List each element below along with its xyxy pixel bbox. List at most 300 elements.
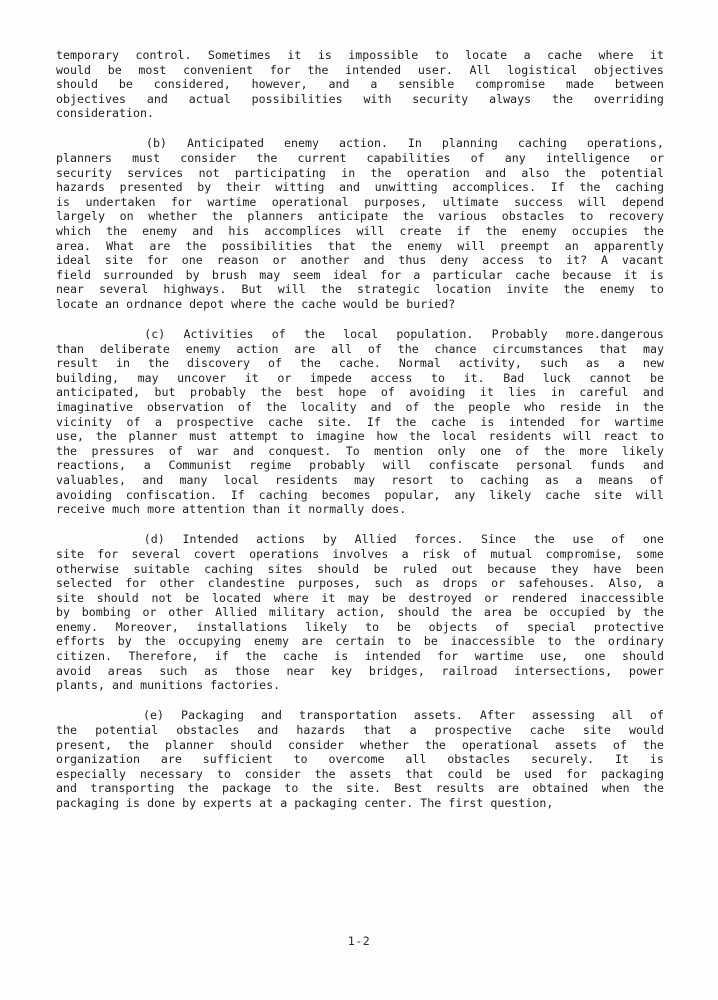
word: the xyxy=(485,224,507,239)
word: to xyxy=(397,634,412,649)
word: is xyxy=(56,194,71,209)
word: assets. xyxy=(413,708,463,723)
word: it? xyxy=(566,253,588,268)
text-line xyxy=(56,781,664,796)
word: building, xyxy=(56,370,120,385)
word: for xyxy=(170,194,192,209)
word: of xyxy=(405,400,420,415)
text-line xyxy=(56,723,664,738)
word: drops xyxy=(442,576,478,591)
text-line xyxy=(56,649,664,664)
word: munitions xyxy=(140,678,204,693)
word: question, xyxy=(490,795,554,810)
word: What xyxy=(106,238,135,253)
word: local xyxy=(441,429,477,444)
word: such xyxy=(159,663,188,678)
word: one xyxy=(480,443,502,458)
word: If xyxy=(550,180,565,195)
text-line xyxy=(56,400,664,415)
word: intended xyxy=(345,62,402,77)
word: probably xyxy=(309,458,366,473)
word: undertaken xyxy=(85,194,156,209)
word: area xyxy=(483,605,512,620)
word: efforts xyxy=(56,634,106,649)
word: results xyxy=(435,781,485,796)
word: and xyxy=(363,253,385,268)
word: of xyxy=(267,356,282,371)
word: is xyxy=(126,795,141,810)
word: bridges, xyxy=(368,663,425,678)
word: be xyxy=(381,590,396,605)
word: ideal xyxy=(56,253,92,268)
word: that xyxy=(599,341,628,356)
word: Sometimes xyxy=(207,48,271,62)
word: for xyxy=(579,414,601,429)
text-line xyxy=(56,796,664,811)
word: enemy xyxy=(599,282,635,297)
word: for xyxy=(380,267,402,282)
word: of xyxy=(495,619,510,634)
word: services xyxy=(127,165,184,180)
word: it xyxy=(479,385,494,400)
word: made xyxy=(566,77,595,92)
word: anticipate xyxy=(317,209,388,224)
word: caching xyxy=(479,473,529,488)
text-line xyxy=(56,356,664,371)
word: are xyxy=(160,752,182,767)
word: would xyxy=(628,722,664,737)
word: most xyxy=(138,62,167,77)
word: the xyxy=(642,737,664,752)
word: confiscate xyxy=(428,458,499,473)
word: is xyxy=(649,267,664,282)
word: have xyxy=(593,561,622,576)
paragraph xyxy=(56,532,664,693)
word: consider xyxy=(287,737,344,752)
word: all xyxy=(331,341,353,356)
word: or xyxy=(277,370,292,385)
word: enemy xyxy=(185,341,221,356)
word: area. xyxy=(56,238,92,253)
word: operation xyxy=(406,165,470,180)
word: be xyxy=(185,590,200,605)
word: Best xyxy=(394,781,423,796)
word: obstacles xyxy=(447,752,511,767)
word: and xyxy=(232,443,254,458)
word: by xyxy=(322,532,337,547)
word: (c) xyxy=(144,327,166,342)
word: at xyxy=(259,795,274,810)
word: the xyxy=(552,91,574,106)
word: any xyxy=(454,487,476,502)
word: intersections, xyxy=(514,663,613,678)
word: be xyxy=(496,766,511,781)
word: potential xyxy=(600,165,664,180)
word: is xyxy=(649,752,664,767)
word: circumstances xyxy=(492,341,584,356)
word: create xyxy=(399,224,442,239)
word: suitable xyxy=(133,561,190,576)
word: near xyxy=(56,282,85,297)
word: the xyxy=(424,737,446,752)
word: factories. xyxy=(210,678,281,693)
text-line xyxy=(56,166,664,181)
word: a xyxy=(409,722,417,737)
word: a xyxy=(575,473,583,488)
word: military xyxy=(268,605,325,620)
word: to xyxy=(293,752,308,767)
word: convenient xyxy=(183,62,254,77)
word: more xyxy=(147,502,176,517)
word: But xyxy=(241,282,263,297)
word: safehouses. xyxy=(518,576,596,591)
word: site. xyxy=(317,414,353,429)
word: the xyxy=(564,165,586,180)
word: that xyxy=(363,722,392,737)
word: cache xyxy=(529,722,565,737)
word: the xyxy=(311,781,333,796)
word: rendered xyxy=(511,590,568,605)
word: anticipated, xyxy=(56,385,141,400)
word: uncover xyxy=(177,370,227,385)
word: forces. xyxy=(414,532,464,547)
word: by xyxy=(617,605,632,620)
word: temporary xyxy=(56,48,120,62)
word: if xyxy=(456,224,471,239)
word: to xyxy=(284,781,299,796)
word: security xyxy=(56,165,113,180)
word: it xyxy=(244,370,259,385)
word: wartime xyxy=(207,194,257,209)
word: as xyxy=(204,663,219,678)
word: it. xyxy=(463,370,485,385)
word: assets xyxy=(554,737,597,752)
word: war xyxy=(197,443,219,458)
word: intended xyxy=(508,414,565,429)
word: result xyxy=(56,356,99,371)
word: for xyxy=(437,649,459,664)
word: apparently xyxy=(593,238,664,253)
word: conquest. xyxy=(268,443,332,458)
word: it xyxy=(321,590,336,605)
word: first xyxy=(448,795,484,810)
word: it xyxy=(287,48,302,62)
word: necessary xyxy=(139,766,203,781)
word: and xyxy=(338,180,360,195)
word: the xyxy=(579,180,601,195)
word: security xyxy=(412,91,469,106)
word: brush xyxy=(211,267,247,282)
text-line xyxy=(56,415,664,430)
word: on xyxy=(119,209,134,224)
word: or xyxy=(142,605,157,620)
word: it xyxy=(649,48,664,62)
word: they xyxy=(550,561,579,576)
word: action xyxy=(236,341,279,356)
text-line xyxy=(56,63,664,78)
word: and xyxy=(146,91,168,106)
word: the xyxy=(314,766,336,781)
word: or xyxy=(649,151,664,166)
text-line xyxy=(56,664,664,679)
word: the xyxy=(642,224,664,239)
word: cache xyxy=(514,267,550,282)
word: Intended xyxy=(182,532,239,547)
word: invite xyxy=(506,282,549,297)
word: local xyxy=(223,473,259,488)
word: ordinary xyxy=(607,634,664,649)
word: consideration. xyxy=(56,106,155,121)
word: and xyxy=(485,165,507,180)
text-line xyxy=(56,342,664,357)
word: cache xyxy=(282,649,318,664)
word: the xyxy=(543,443,565,458)
word: the xyxy=(307,62,329,77)
word: the xyxy=(642,605,664,620)
word: If xyxy=(366,414,381,429)
word: for xyxy=(146,253,168,268)
word: strategic xyxy=(357,282,421,297)
word: valuables, xyxy=(56,473,127,488)
text-line xyxy=(56,151,664,166)
word: participating xyxy=(234,165,326,180)
word: and xyxy=(260,708,282,723)
word: surrounded xyxy=(103,267,174,282)
word: particular xyxy=(432,267,503,282)
word: be xyxy=(118,77,133,92)
word: ruled xyxy=(402,561,438,576)
word: attempt xyxy=(229,429,279,444)
word: deliberate xyxy=(99,341,170,356)
word: only xyxy=(437,443,466,458)
paragraph xyxy=(56,136,664,311)
word: planning xyxy=(441,136,498,151)
word: the xyxy=(106,224,128,239)
word: access xyxy=(482,253,525,268)
word: hope xyxy=(338,385,367,400)
word: normally xyxy=(308,502,365,517)
word: protective xyxy=(593,619,664,634)
word: caching xyxy=(204,561,254,576)
word: clandestine xyxy=(207,576,285,591)
word: are xyxy=(497,781,519,796)
word: cache xyxy=(430,414,466,429)
word: action, xyxy=(336,605,386,620)
line-indent xyxy=(56,708,126,723)
word: caching xyxy=(258,487,308,502)
word: in xyxy=(115,356,130,371)
line-indent xyxy=(56,327,126,342)
word: cache. xyxy=(338,356,381,371)
word: packaging xyxy=(294,795,358,810)
word: enemy xyxy=(407,238,443,253)
word: of xyxy=(237,400,252,415)
word: Allied xyxy=(354,532,397,547)
word: prospective xyxy=(434,722,512,737)
word: will xyxy=(356,224,385,239)
word: to xyxy=(579,209,594,224)
word: funds xyxy=(590,458,626,473)
word: local xyxy=(343,327,379,342)
word: current xyxy=(297,151,347,166)
text-line xyxy=(56,224,664,239)
text-line xyxy=(56,738,664,753)
word: cache xyxy=(301,297,337,311)
word: packaging xyxy=(600,766,664,781)
text-line xyxy=(56,297,664,312)
word: site xyxy=(582,722,611,737)
word: of xyxy=(168,443,183,458)
text-line xyxy=(56,752,664,767)
word: and xyxy=(328,77,350,92)
word: of xyxy=(611,532,626,547)
word: used xyxy=(524,766,553,781)
word: those xyxy=(234,663,270,678)
word: for xyxy=(97,546,119,561)
word: may xyxy=(348,590,370,605)
word: presented xyxy=(119,180,183,195)
word: assessing xyxy=(531,708,595,723)
word: than xyxy=(252,502,281,517)
word: caching xyxy=(517,136,567,151)
word: site xyxy=(56,546,85,561)
word: imagine xyxy=(315,429,365,444)
word: one xyxy=(181,253,203,268)
text-line xyxy=(56,371,664,386)
word: especially xyxy=(56,766,127,781)
word: All xyxy=(469,62,491,77)
word: people xyxy=(468,400,511,415)
word: unwitting xyxy=(374,180,438,195)
word: luck xyxy=(542,370,571,385)
word: which xyxy=(56,224,92,239)
word: actual xyxy=(188,91,231,106)
text-line xyxy=(56,444,664,459)
word: center. xyxy=(364,795,414,810)
word: react xyxy=(603,429,639,444)
word: because xyxy=(487,561,537,576)
word: of xyxy=(470,151,485,166)
text-line xyxy=(56,547,664,562)
word: and xyxy=(257,722,279,737)
word: compromise, xyxy=(545,546,623,561)
word: prospective xyxy=(176,414,254,429)
word: out xyxy=(451,561,473,576)
word: hazards xyxy=(296,722,346,737)
word: depot xyxy=(189,297,225,311)
word: should xyxy=(229,737,272,752)
word: by xyxy=(56,605,71,620)
word: where xyxy=(598,48,634,62)
word: for xyxy=(125,576,147,591)
word: could xyxy=(447,766,483,781)
word: and xyxy=(112,678,134,693)
word: if xyxy=(214,649,229,664)
word: may xyxy=(354,473,376,488)
word: another xyxy=(300,253,350,268)
word: hazards xyxy=(56,180,106,195)
word: and xyxy=(56,781,78,796)
word: enemy xyxy=(253,634,289,649)
word: cannot xyxy=(589,370,632,385)
word: possibilities xyxy=(221,238,313,253)
word: whether xyxy=(148,209,198,224)
word: After xyxy=(479,708,515,723)
word: must xyxy=(132,151,161,166)
word: objectives xyxy=(593,62,664,77)
word: citizen. xyxy=(56,649,113,664)
word: wartime xyxy=(474,649,524,664)
word: be xyxy=(423,634,438,649)
word: accomplices. xyxy=(452,180,537,195)
word: preempt xyxy=(500,238,550,253)
word: and xyxy=(642,385,664,400)
word: reactions, xyxy=(56,458,127,473)
word: securely. xyxy=(531,752,595,767)
word: enemy xyxy=(142,224,178,239)
word: organization xyxy=(56,752,141,767)
word: as xyxy=(545,473,560,488)
word: and xyxy=(370,400,392,415)
word: the xyxy=(303,327,325,342)
word: will xyxy=(382,458,411,473)
word: locate xyxy=(56,297,99,311)
line-indent xyxy=(56,136,126,151)
word: than xyxy=(56,341,85,356)
word: A xyxy=(600,253,608,268)
word: inaccessible xyxy=(450,634,535,649)
word: as xyxy=(415,576,430,591)
word: to xyxy=(649,282,664,297)
word: intended xyxy=(364,649,421,664)
word: site xyxy=(56,590,85,605)
word: to xyxy=(434,48,449,62)
page-number-folio: 1-2 xyxy=(347,934,371,948)
word: several xyxy=(131,546,181,561)
word: the xyxy=(574,634,596,649)
word: confiscation. xyxy=(125,487,217,502)
text-line xyxy=(56,180,664,195)
word: the xyxy=(265,400,287,415)
word: possibilities xyxy=(251,91,343,106)
word: the xyxy=(56,722,78,737)
word: package xyxy=(221,781,271,796)
word: to xyxy=(431,370,446,385)
word: Allied xyxy=(215,605,258,620)
word: enemy xyxy=(521,224,557,239)
word: how xyxy=(376,429,398,444)
word: action. xyxy=(338,136,388,151)
word: between xyxy=(614,77,664,92)
word: site xyxy=(594,487,623,502)
word: present, xyxy=(56,737,113,752)
word: use xyxy=(572,532,594,547)
word: popular, xyxy=(384,487,441,502)
word: the xyxy=(245,649,267,664)
word: buried? xyxy=(406,297,456,311)
word: be xyxy=(649,370,664,385)
word: not xyxy=(198,165,220,180)
word: his xyxy=(228,224,250,239)
word: observation xyxy=(146,400,224,415)
text-line xyxy=(56,708,664,723)
text-line xyxy=(56,106,664,121)
word: Bad xyxy=(503,370,525,385)
word: plants, xyxy=(56,678,106,693)
word: of xyxy=(367,341,382,356)
word: the xyxy=(95,429,117,444)
word: near xyxy=(286,663,315,678)
